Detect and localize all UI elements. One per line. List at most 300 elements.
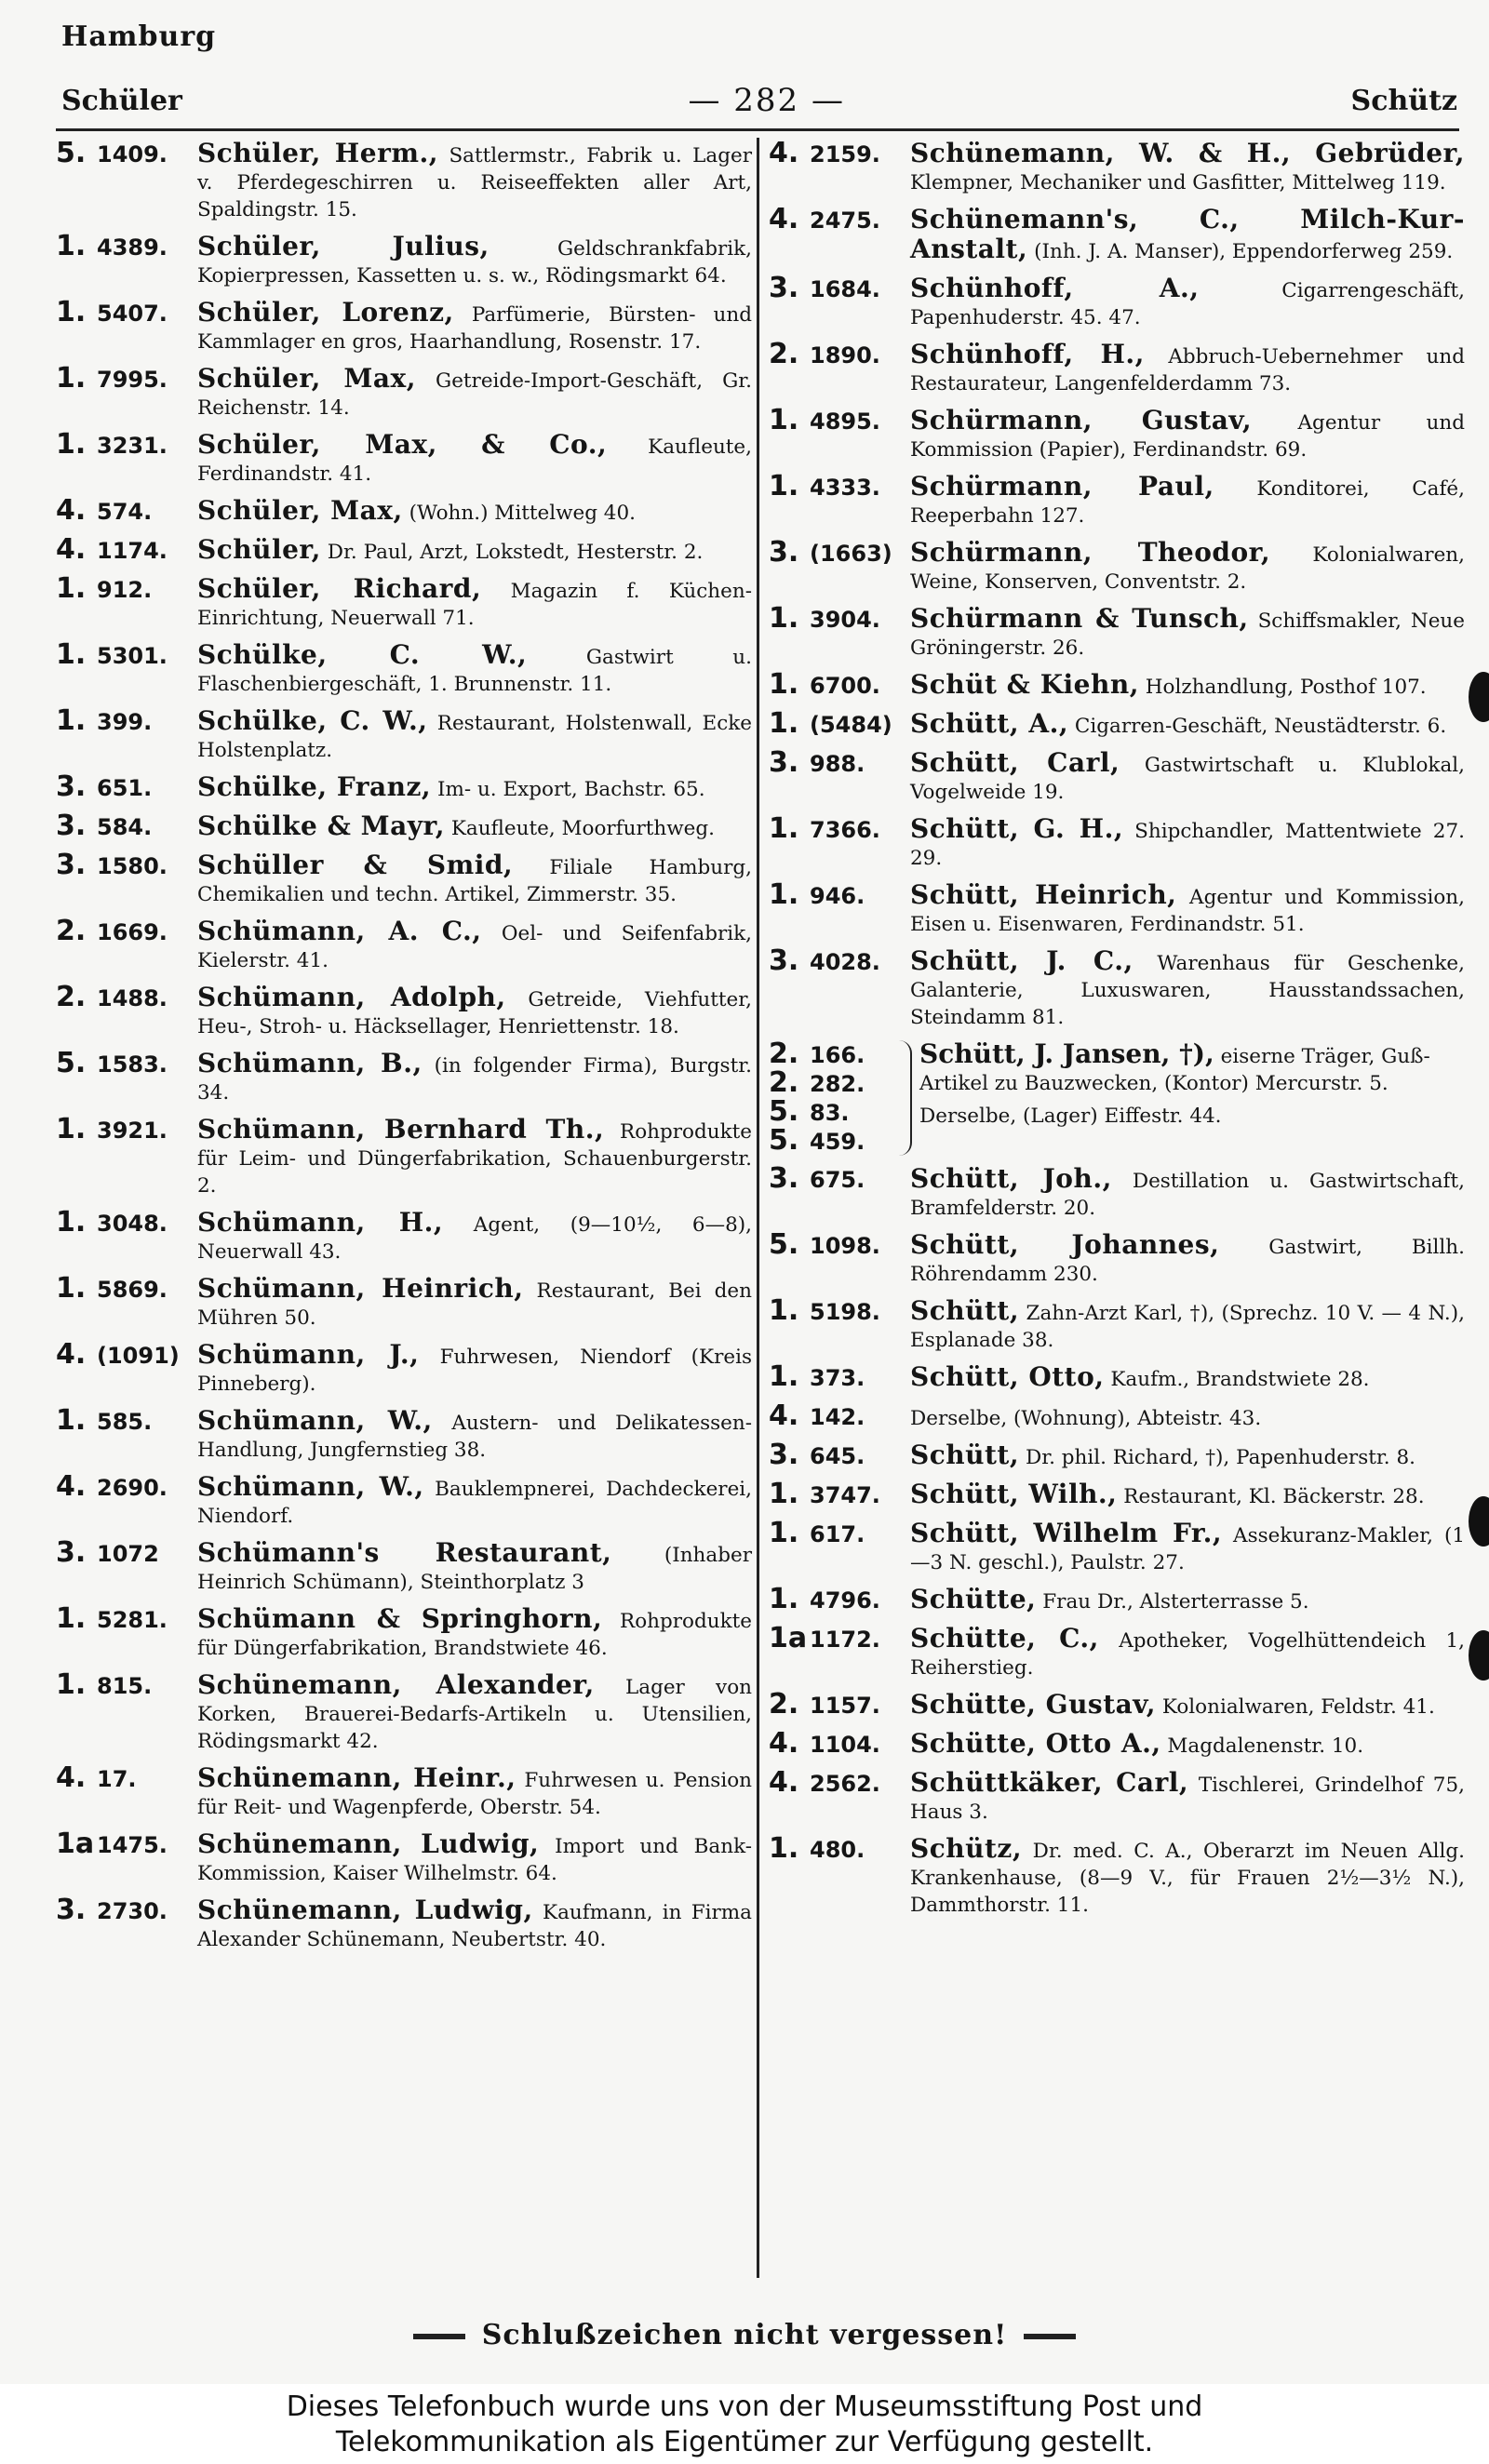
entry-name: Schümann & Springhorn,: [197, 1603, 603, 1634]
directory-entry: [769, 1399, 1465, 1432]
entry-phone-number: 1409.: [97, 141, 168, 167]
entry-details: (Inh. J. A. Manser), Eppendorferweg 259.: [1034, 240, 1454, 263]
directory-entry: [769, 746, 1465, 806]
entry-name: Schürmann & Tunsch,: [910, 603, 1249, 634]
entry-number: [769, 1727, 910, 1760]
credit-notice: [0, 2384, 1489, 2464]
directory-entry: [769, 338, 1465, 397]
entry-text: [910, 749, 1465, 806]
entry-phone-number: 7366.: [810, 817, 880, 843]
directory-entry: [769, 878, 1465, 938]
entry-details: Holzhandlung, Posthof 107.: [1145, 676, 1427, 699]
entry-name: Schünhoff, A.,: [910, 273, 1200, 303]
entry-district: 2.: [769, 1066, 799, 1099]
entry-details: Abbruch-Uebernehmer und Restaurateur, Langenfelderdamm 73.: [910, 345, 1465, 395]
entry-text: [197, 1050, 752, 1106]
entry-district: 4.: [769, 137, 799, 169]
entry-district: 1.: [769, 1832, 799, 1865]
entry-district: 1.: [56, 296, 87, 328]
entry-district: 1.: [769, 1294, 799, 1327]
entry-number: [769, 1480, 910, 1509]
entry-number: [56, 812, 197, 841]
directory-entry: [769, 1583, 1465, 1615]
entry-text: [910, 1165, 1465, 1222]
entry-text: [197, 1605, 752, 1662]
entry-text: [197, 1407, 752, 1464]
directory-entry: [56, 362, 752, 422]
entry-name: Schütz,: [910, 1833, 1023, 1864]
entry-name: Schümann's Restaurant,: [197, 1537, 612, 1568]
entry-details: Warenhaus für Geschenke, Galanterie, Luxuswaren, Hausstandssachen, Steindamm 81.: [910, 952, 1465, 1029]
entry-text: [197, 1116, 752, 1199]
entry-phone-number: (5484): [810, 712, 892, 738]
entry-number: [56, 1668, 197, 1701]
entry-phone-number: 645.: [810, 1443, 865, 1469]
directory-entry: [769, 1228, 1465, 1288]
entry-phone-number: 2730.: [97, 1898, 168, 1924]
directory-entry: [56, 851, 752, 908]
entry-phone-number: 1172.: [810, 1627, 880, 1653]
column-divider: [757, 138, 759, 2278]
entry-details: Kaufm., Brandstwiete 28.: [1110, 1368, 1370, 1391]
entry-district: 1a: [56, 1828, 95, 1860]
entry-district: 4.: [769, 1766, 799, 1799]
directory-entry: [769, 137, 1465, 196]
entry-number: [56, 1206, 197, 1239]
directory-entry: [769, 1162, 1465, 1222]
entry-district: 5.: [769, 1124, 799, 1157]
entry-name: Schütt, Joh.,: [910, 1163, 1112, 1194]
entry-phone-number: 7995.: [97, 367, 168, 393]
entry-name: Schürmann, Gustav,: [910, 405, 1253, 435]
directory-entry: [769, 1727, 1465, 1760]
entry-number: [769, 137, 910, 169]
entry-phone-number: 1174.: [97, 538, 168, 564]
entry-text: [910, 473, 1465, 529]
entry-phone-number: 4796.: [810, 1587, 880, 1614]
entry-phone-number: 5407.: [97, 301, 168, 327]
directory-entry: [56, 137, 752, 223]
entry-name: Schütt,: [910, 1295, 1020, 1326]
entry-text: [910, 1625, 1465, 1681]
entry-phone-number: 1669.: [97, 919, 168, 945]
directory-entry: [56, 1470, 753, 1530]
entry-text: [197, 1830, 752, 1887]
entry-name: Schütte, Otto A.,: [910, 1728, 1161, 1759]
entry-number: [56, 1896, 197, 1925]
bracket-number: [769, 1095, 910, 1128]
entry-district: 1.: [769, 470, 799, 502]
entry-district: 1.: [769, 1583, 799, 1615]
entry-name: Schülke, C. W.,: [197, 639, 528, 670]
entry-text: [910, 671, 1465, 701]
directory-entry: [56, 1896, 752, 1953]
entry-text: [910, 407, 1465, 463]
entry-name: Schütt, J. C.,: [910, 945, 1134, 976]
entry-phone-number: 1104.: [810, 1732, 880, 1758]
entry-district: 1.: [56, 1206, 87, 1239]
entry-name: Schüler, Richard,: [197, 573, 482, 604]
entry-district: 3.: [769, 1439, 799, 1471]
entry-number: [769, 338, 910, 370]
bracket-entry-text: eiserne Träger, Guß-Artikel zu Bauzwecken, (Kontor) Mercurstr. 5.: [919, 1045, 1430, 1095]
entry-number: [769, 536, 910, 569]
entry-name: Schütt, Johannes,: [910, 1229, 1220, 1260]
entry-name: Schümann, B.,: [197, 1048, 423, 1078]
entry-text: [910, 341, 1465, 397]
directory-entry: [56, 1830, 752, 1887]
entry-details: Parfümerie, Bürsten- und Kammlager en gros, Haarhandlung, Rosenstr. 17.: [197, 303, 752, 354]
entry-number: [56, 981, 197, 1013]
entry-district: 4.: [56, 494, 87, 527]
entry-text: [197, 233, 752, 289]
entry-number: [56, 1113, 197, 1145]
directory-entry: [56, 1668, 752, 1755]
entry-text: [910, 1441, 1465, 1471]
entry-phone-number: 912.: [97, 577, 153, 603]
entry-name: Schünemann, Ludwig,: [197, 1895, 533, 1925]
entry-district: 1.: [769, 1517, 799, 1549]
entry-phone-number: 480.: [810, 1837, 865, 1863]
entry-number: [56, 704, 197, 737]
entry-text: [197, 1896, 752, 1953]
entry-text: [910, 1730, 1465, 1760]
entry-text: [197, 1341, 752, 1398]
entry-district: 4.: [56, 1338, 87, 1371]
entry-text: [197, 1275, 752, 1332]
entry-name: Schütte, C.,: [910, 1623, 1099, 1654]
entry-details: Frau Dr., Alsterterrasse 5.: [1042, 1590, 1309, 1614]
entry-details: Geldschrankfabrik, Kopierpressen, Kassetten u. s. w., Rödingsmarkt 64.: [197, 237, 752, 288]
entry-number: [56, 770, 197, 803]
entry-details: Lager von Korken, Brauerei-Bedarfs-Artikeln u. Utensilien, Rödingsmarkt 42.: [197, 1676, 752, 1753]
entry-details: Magazin f. Küchen-Einrichtung, Neuerwall 71.: [197, 580, 752, 630]
entry-details: Kolonialwaren, Weine, Konserven, Conventstr. 2.: [910, 543, 1465, 594]
entry-phone-number: 4389.: [97, 234, 168, 261]
entry-name: Schülke, C. W.,: [197, 705, 428, 736]
directory-entry: [56, 638, 752, 698]
directory-entry: [769, 1517, 1466, 1576]
entry-number: [769, 1832, 910, 1865]
directory-entry: [56, 230, 752, 289]
header-row: [61, 80, 1457, 121]
entry-phone-number: 1488.: [97, 985, 168, 1011]
entry-district: 1.: [56, 704, 87, 737]
entry-district: 4.: [769, 203, 799, 235]
entry-details: Schiffsmakler, Neue Gröningerstr. 26.: [910, 609, 1465, 660]
entry-name: Schüler, Max, & Co.,: [197, 429, 608, 460]
directory-entry: [56, 1602, 752, 1662]
entry-phone-number: 4028.: [810, 949, 880, 975]
entry-number: [769, 1688, 910, 1721]
entry-details: Fuhrwesen u. Pension für Reit- und Wagenpferde, Oberstr. 54.: [197, 1769, 752, 1819]
header-right-keyword: Schütz: [1350, 84, 1457, 117]
footer-note-text: Schlußzeichen nicht vergessen!: [481, 2319, 1008, 2351]
entry-number: [769, 944, 910, 977]
entry-phone-number: (1663): [810, 541, 892, 567]
entry-phone-number: 399.: [97, 709, 153, 735]
entry-district: 1.: [56, 572, 87, 605]
directory-entry: [769, 707, 1465, 740]
entry-text: [197, 984, 752, 1040]
directory-entry: [56, 770, 752, 803]
entry-district: 1.: [56, 638, 87, 671]
directory-entry: [56, 1338, 752, 1398]
entry-text: [197, 140, 752, 223]
right-column: [769, 137, 1466, 1928]
entry-details: Im- u. Export, Bachstr. 65.: [436, 778, 705, 801]
entry-details: Rohprodukte für Düngerfabrikation, Brandstwiete 46.: [197, 1610, 752, 1660]
entry-district: 2.: [56, 915, 87, 947]
entry-name: Schüler, Herm.,: [197, 138, 438, 168]
entry-phone-number: 5281.: [97, 1607, 168, 1633]
entry-number: [56, 1404, 197, 1437]
entry-details: Austern- und Delikatessen-Handlung, Jungfernstieg 38.: [197, 1412, 752, 1462]
entry-phone-number: 5301.: [97, 643, 168, 669]
entry-district: 3.: [769, 1162, 799, 1195]
entry-phone-number: 1583.: [97, 1051, 168, 1078]
entry-phone-number: 1098.: [810, 1233, 880, 1259]
entry-district: 3.: [56, 849, 87, 881]
entry-text: [197, 1209, 752, 1265]
entry-district: 1.: [56, 1602, 87, 1635]
directory-entry: [769, 1622, 1465, 1681]
entry-details: Gastwirt, Billh. Röhrendamm 230.: [910, 1236, 1465, 1286]
entry-details: Restaurant, Kl. Bäckerstr. 28.: [1123, 1485, 1425, 1508]
entry-details: Oel- und Seifenfabrik, Kielerstr. 41.: [197, 922, 752, 972]
entry-phone-number: 2562.: [810, 1771, 880, 1797]
entry-number: [769, 1517, 910, 1549]
entry-phone-number: 83.: [810, 1100, 850, 1126]
entry-phone-number: 142.: [810, 1404, 865, 1430]
entry-phone-number: 3231.: [97, 433, 168, 459]
entry-phone-number: 1890.: [810, 342, 880, 368]
entry-details: Gastwirtschaft u. Klublokal, Vogelweide 19.: [910, 754, 1465, 804]
footer-dash-left: [413, 2334, 465, 2339]
entry-text: [197, 812, 752, 842]
entry-number: [769, 1399, 910, 1432]
entry-name: Schünemann's, C., Milch-Kur-Anstalt,: [910, 204, 1465, 264]
entry-details: Derselbe, (Wohnung), Abteistr. 43.: [910, 1407, 1262, 1430]
entry-district: 1.: [56, 1668, 87, 1701]
entry-text: [910, 1520, 1465, 1576]
bracket-entry-text-2: Derselbe, (Lager) Eiffestr. 44.: [919, 1105, 1222, 1128]
page-number: — 282 —: [688, 82, 845, 119]
entry-text: [197, 773, 752, 803]
entry-name: Schütt, Wilh.,: [910, 1479, 1118, 1509]
entry-text: [197, 917, 752, 974]
entry-text: [910, 1835, 1465, 1919]
entry-name: Schümann, Heinrich,: [197, 1273, 524, 1304]
entry-phone-number: 584.: [97, 814, 153, 840]
entry-text: [910, 206, 1465, 265]
entry-details: Kaufleute, Moorfurthweg.: [450, 817, 715, 840]
entry-number: [56, 296, 197, 328]
entry-district: 1.: [769, 707, 799, 740]
entry-details: Magdalenenstr. 10.: [1167, 1734, 1364, 1758]
entry-name: Schürmann, Theodor,: [910, 537, 1271, 568]
entry-number: [769, 1162, 910, 1195]
entry-number: [769, 272, 910, 304]
directory-entry: [56, 1536, 752, 1596]
entry-details: Assekuranz-Makler, (1—3 N. geschl.), Paulstr. 27.: [910, 1524, 1466, 1574]
entry-text: [910, 1691, 1465, 1721]
entry-number: [56, 137, 197, 169]
directory-entry: [769, 1688, 1465, 1721]
entry-text: [910, 1769, 1465, 1826]
entry-phone-number: 1157.: [810, 1693, 880, 1719]
entry-phone-number: 1072: [97, 1541, 159, 1567]
footer-dash-right: [1024, 2334, 1076, 2339]
entry-details: Kaufmann, in Firma Alexander Schünemann, Neubertstr. 40.: [197, 1901, 753, 1951]
entry-number: [769, 812, 910, 845]
directory-entry: [56, 428, 752, 488]
entry-district: 3.: [56, 1536, 87, 1569]
entry-phone-number: 585.: [97, 1409, 153, 1435]
entry-number: [769, 1441, 910, 1470]
entry-name: Schüller & Smid,: [197, 850, 514, 880]
punch-hole: [1469, 672, 1489, 722]
directory-entry: [769, 272, 1465, 331]
entry-text: [197, 575, 752, 632]
entry-number: [769, 470, 910, 502]
directory-entry: [769, 1480, 1465, 1510]
entry-text: [910, 1363, 1465, 1393]
entry-number: [56, 428, 197, 461]
entry-phone-number: 3904.: [810, 607, 880, 633]
entry-district: 1.: [56, 1272, 87, 1305]
entry-number: [56, 533, 197, 566]
entry-name: Schütt, G. H.,: [910, 813, 1124, 844]
entry-district: 4.: [56, 1470, 87, 1503]
entry-details: Cigarrengeschäft, Papenhuderstr. 45. 47.: [910, 279, 1465, 329]
entry-district: 1a: [769, 1622, 808, 1654]
entry-district: 2.: [769, 1688, 799, 1721]
entry-district: 1.: [56, 362, 87, 395]
bracket-entry: [769, 1040, 1465, 1156]
entry-number: [56, 1338, 197, 1371]
entry-name: Schütt, Carl,: [910, 747, 1120, 778]
entry-details: Agentur und Kommission (Papier), Ferdinandstr. 69.: [910, 411, 1466, 462]
entry-name: Schütte,: [910, 1584, 1037, 1614]
entry-name: Schürmann, Paul,: [910, 471, 1214, 502]
entry-text: [197, 641, 752, 698]
entry-name: Schüler, Julius,: [197, 231, 490, 261]
entry-number: [56, 572, 197, 605]
directory-entry: [769, 1766, 1465, 1826]
entry-name: Schütte, Gustav,: [910, 1689, 1157, 1720]
entry-phone-number: 1475.: [97, 1832, 168, 1858]
entry-details: (in folgender Firma), Burgstr. 34.: [197, 1054, 752, 1105]
entry-name: Schüler, Max,: [197, 495, 403, 526]
entry-number: [769, 1583, 910, 1615]
directory-entry: [769, 470, 1465, 529]
entry-text: [910, 1480, 1465, 1510]
entry-text: [197, 365, 752, 422]
entry-details: Dr. phil. Richard, †), Papenhuderstr. 8.: [1025, 1446, 1415, 1469]
entry-district: 1.: [769, 1360, 799, 1393]
bracket-entry-name: Schütt, J. Jansen, †),: [919, 1038, 1214, 1069]
entry-district: 5.: [56, 137, 87, 169]
entry-text: [910, 539, 1465, 596]
entry-details: Zahn-Arzt Karl, †), (Sprechz. 10 V. — 4 N.), Esplanade 38.: [910, 1302, 1465, 1352]
entry-details: Agentur und Kommission, Eisen u. Eisenwaren, Ferdinandstr. 51.: [910, 886, 1465, 936]
entry-name: Schünemann, Alexander,: [197, 1669, 595, 1700]
footer-note: [0, 2319, 1489, 2351]
entry-text: [197, 1539, 752, 1596]
entry-text: [910, 605, 1465, 662]
entry-text: [197, 536, 752, 566]
directory-entry: [56, 1113, 752, 1199]
entry-name: Schünemann, Heinr.,: [197, 1762, 516, 1793]
entry-district: 3.: [769, 944, 799, 977]
entry-number: [56, 1536, 197, 1569]
entry-details: Agent, (9—10½, 6—8), Neuerwall 43.: [197, 1213, 753, 1264]
directory-entry: [56, 1404, 752, 1464]
entry-details: Getreide-Import-Geschäft, Gr. Reichenstr. 14.: [197, 369, 752, 420]
entry-name: Schütt, Heinrich,: [910, 879, 1177, 910]
entry-name: Schünemann, Ludwig,: [197, 1828, 540, 1859]
entry-number: [769, 1766, 910, 1799]
credit-line-1: Dieses Telefonbuch wurde uns von der Museumsstiftung Post und: [286, 2390, 1203, 2423]
entry-details: Rohprodukte für Leim- und Düngerfabrikation, Schauenburgerstr. 2.: [197, 1120, 752, 1198]
entry-name: Schümann, W.,: [197, 1471, 424, 1502]
left-column: [56, 137, 753, 1962]
entry-district: 1.: [769, 812, 799, 845]
entry-details: (Inhaber Heinrich Schümann), Steinthorplatz 3: [197, 1544, 752, 1594]
directory-entry: [56, 812, 752, 842]
punch-hole: [1469, 1630, 1489, 1681]
entry-text: [910, 947, 1465, 1031]
directory-entry: [769, 536, 1465, 596]
entry-text: [197, 851, 752, 908]
entry-number: [56, 851, 197, 880]
entry-name: Schütt,: [910, 1440, 1020, 1470]
entry-phone-number: 1684.: [810, 276, 880, 302]
entry-number: [769, 878, 910, 911]
entry-phone-number: 651.: [97, 775, 153, 801]
entry-text: [197, 1473, 752, 1530]
entry-number: [769, 1360, 910, 1393]
entry-details: (Wohn.) Mittelweg 40.: [409, 502, 636, 525]
directory-entry: [769, 812, 1465, 872]
header-left-keyword: Schüler: [61, 84, 182, 117]
entry-number: [56, 917, 197, 946]
entry-text: [910, 710, 1465, 740]
entry-phone-number: 5198.: [810, 1299, 880, 1325]
entry-phone-number: 574.: [97, 499, 153, 525]
directory-entry: [56, 1206, 753, 1265]
entry-text: [910, 1402, 1465, 1432]
entry-district: 5.: [769, 1095, 799, 1128]
entry-name: Schülke, Franz,: [197, 771, 432, 802]
entry-district: 3.: [56, 1894, 87, 1926]
directory-entry: [769, 203, 1465, 265]
directory-entry: [769, 1294, 1465, 1354]
entry-text: [910, 1231, 1465, 1288]
directory-entry: [56, 494, 752, 527]
entry-phone-number: 3048.: [97, 1211, 168, 1237]
entry-details: Import und Bank-Kommission, Kaiser Wilhelmstr. 64.: [197, 1835, 752, 1885]
bracket-number: [769, 1124, 910, 1157]
entry-text: [197, 707, 752, 764]
entry-district: 5.: [769, 1228, 799, 1261]
entry-details: Gastwirt u. Flaschenbiergeschäft, 1. Brunnenstr. 11.: [197, 646, 752, 696]
entry-details: Kolonialwaren, Feldstr. 41.: [1161, 1695, 1435, 1719]
entry-details: Bauklempnerei, Dachdeckerei, Niendorf.: [197, 1478, 753, 1528]
entry-details: Sattlermstr., Fabrik u. Lager v. Pferdegeschirren u. Reiseeffekten aller Art, Spaldingstr. 15.: [197, 144, 752, 221]
entry-number: [769, 203, 910, 235]
